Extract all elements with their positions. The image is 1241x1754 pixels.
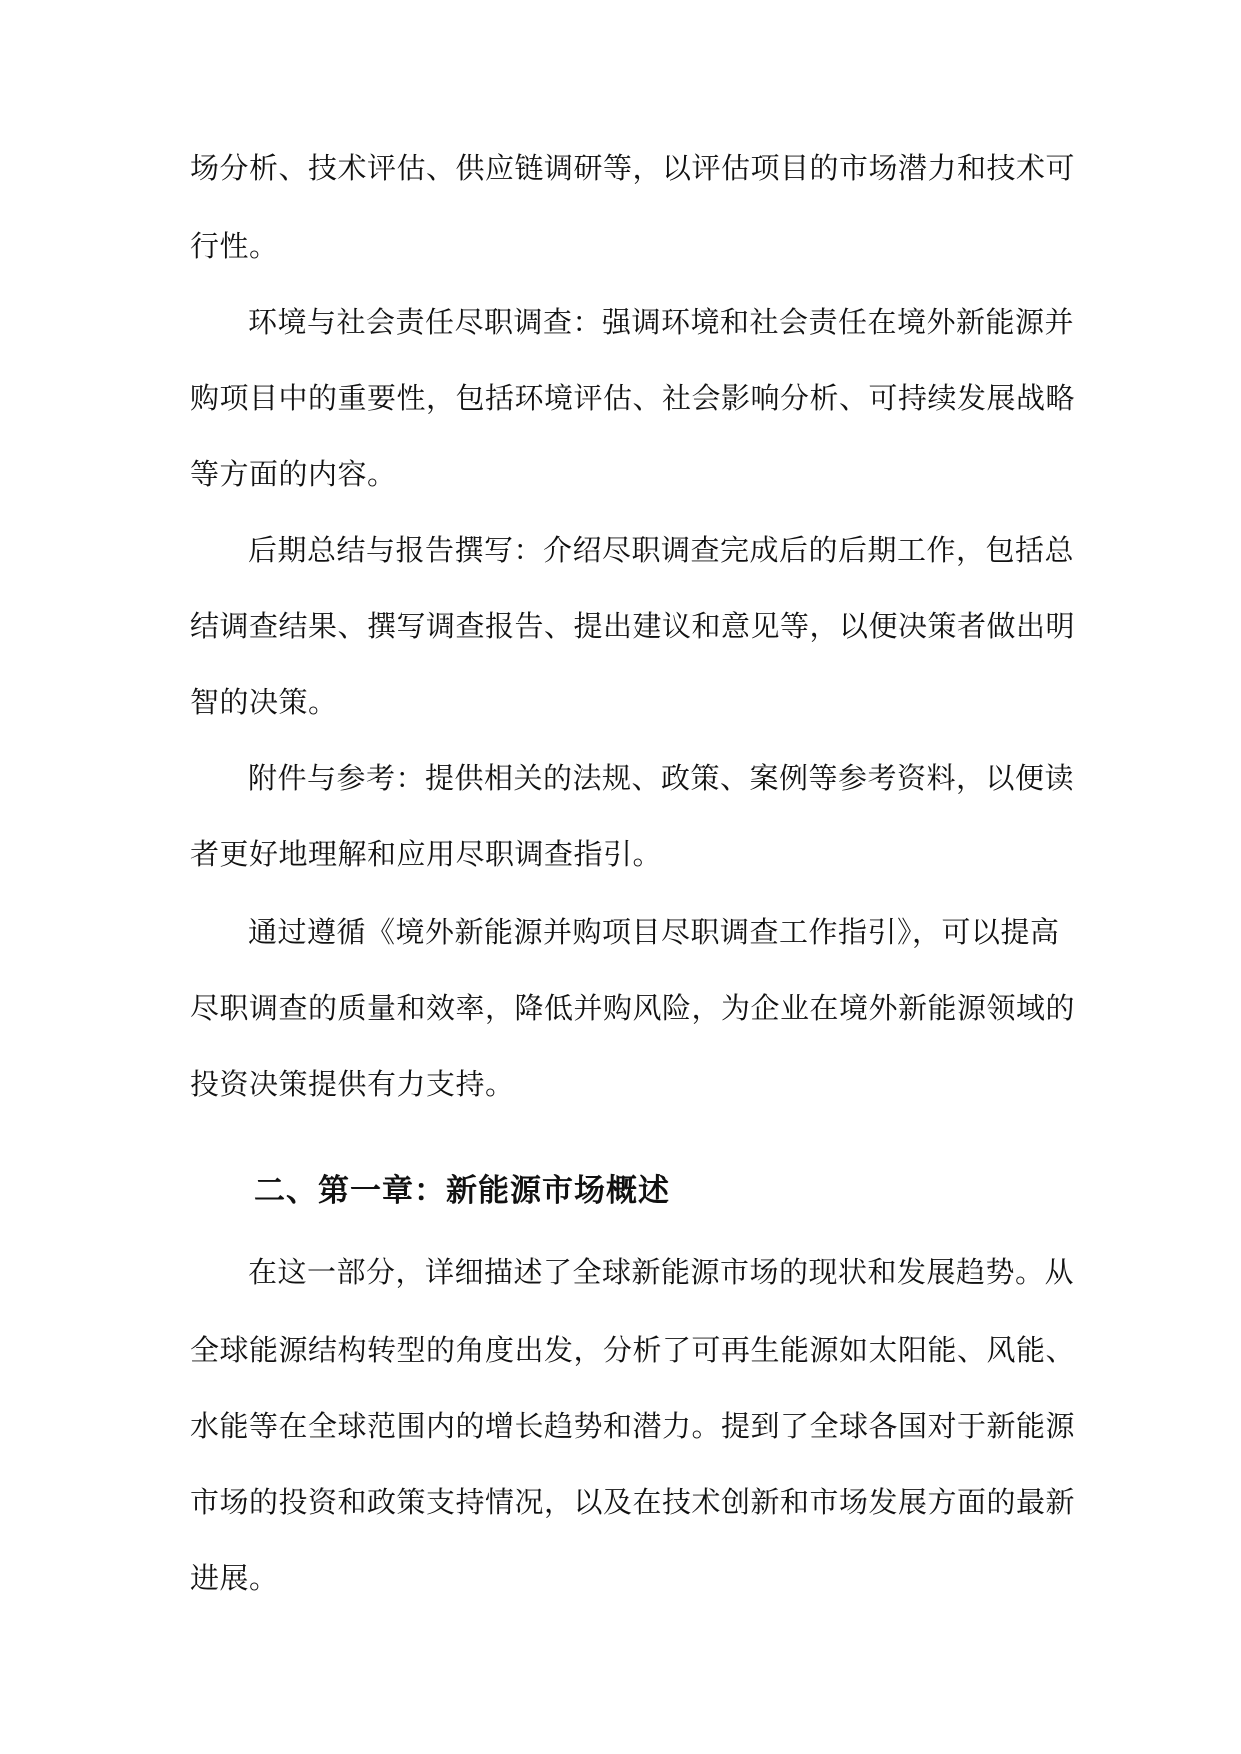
paragraph-line: 市场的投资和政策支持情况，以及在技术创新和市场发展方面的最新 bbox=[190, 1485, 1076, 1519]
paragraph-line: 场分析、技术评估、供应链调研等，以评估项目的市场潜力和技术可 bbox=[190, 151, 1076, 185]
paragraph-line: 尽职调查的质量和效率，降低并购风险，为企业在境外新能源领域的 bbox=[190, 991, 1076, 1025]
paragraph-line: 水能等在全球范围内的增长趋势和潜力。提到了全球各国对于新能源 bbox=[190, 1409, 1076, 1443]
paragraph-line: 附件与参考：提供相关的法规、政策、案例等参考资料，以便读 bbox=[248, 761, 1075, 795]
paragraph-line: 等方面的内容。 bbox=[190, 457, 397, 491]
paragraph-line: 结调查结果、撰写调查报告、提出建议和意见等，以便决策者做出明 bbox=[190, 609, 1076, 643]
paragraph-line: 后期总结与报告撰写：介绍尽职调查完成后的后期工作，包括总 bbox=[248, 533, 1075, 567]
paragraph-line: 行性。 bbox=[190, 229, 279, 263]
section-heading: 二、第一章：新能源市场概述 bbox=[254, 1173, 670, 1209]
paragraph-line: 者更好地理解和应用尽职调查指引。 bbox=[190, 837, 663, 871]
paragraph-line: 环境与社会责任尽职调查：强调环境和社会责任在境外新能源并 bbox=[248, 305, 1075, 339]
paragraph-line: 进展。 bbox=[190, 1561, 279, 1595]
paragraph-line: 智的决策。 bbox=[190, 685, 338, 719]
paragraph-line: 全球能源结构转型的角度出发，分析了可再生能源如太阳能、风能、 bbox=[190, 1333, 1076, 1367]
paragraph-line: 投资决策提供有力支持。 bbox=[190, 1067, 515, 1101]
paragraph-line: 购项目中的重要性，包括环境评估、社会影响分析、可持续发展战略 bbox=[190, 381, 1076, 415]
paragraph-line: 在这一部分，详细描述了全球新能源市场的现状和发展趋势。从 bbox=[248, 1255, 1075, 1289]
paragraph-line: 通过遵循《境外新能源并购项目尽职调查工作指引》，可以提高 bbox=[248, 915, 1060, 949]
